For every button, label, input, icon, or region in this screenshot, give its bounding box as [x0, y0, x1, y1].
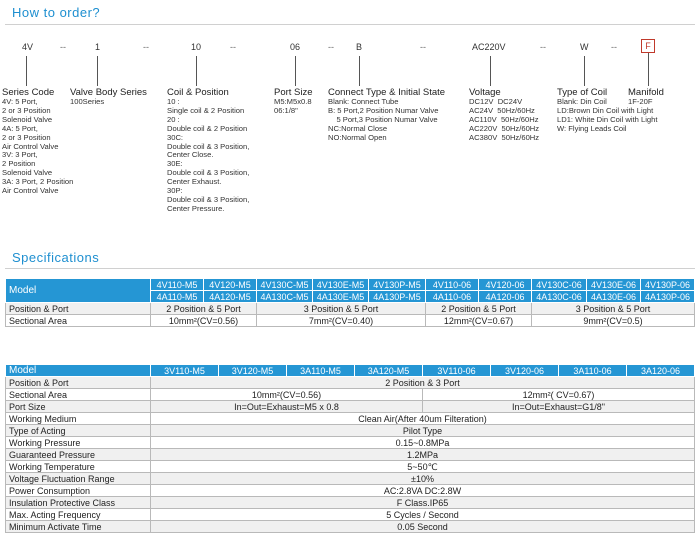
model-cell: 4V110-M5: [151, 279, 204, 291]
code-separator: --: [143, 42, 149, 52]
row-label: Position & Port: [6, 377, 151, 389]
code-body: 1: [95, 42, 101, 52]
model-cell: 4A110-06: [426, 291, 479, 303]
row-label: Port Size: [6, 401, 151, 413]
order-section-title: How to order?: [12, 5, 101, 20]
code-tick: [648, 53, 649, 86]
row-value: 10mm²(CV=0.56): [151, 315, 257, 327]
row-label: Voltage Fluctuation Range: [6, 473, 151, 485]
row-label: Working Temperature: [6, 461, 151, 473]
table-row: [6, 377, 695, 389]
body-series-options: 100Series: [70, 97, 105, 106]
table-row: [6, 389, 695, 401]
code-separator: --: [611, 42, 617, 52]
table-row: [6, 425, 695, 437]
table-row: [6, 449, 695, 461]
row-label: Power Consumption: [6, 485, 151, 497]
model-cell: 3A120-06: [627, 365, 695, 377]
model-cell: 4A130P-06: [641, 291, 695, 303]
table-row: [6, 485, 695, 497]
model-cell: 3V110-M5: [151, 365, 219, 377]
model-cell: 3V120-06: [491, 365, 559, 377]
table-row: [6, 509, 695, 521]
model-cell: 4V130C-06: [532, 279, 587, 291]
model-cell: 4V120-06: [479, 279, 532, 291]
coil-type-options: Blank: Din Coil LD:Brown Din Coil with Light LD1: White Din Coil with Light W: Flying Leads Coil: [557, 97, 658, 133]
row-value: Pilot Type: [151, 425, 695, 437]
code-coiltype: W: [580, 42, 589, 52]
code-separator: --: [60, 42, 66, 52]
row-value: 12mm²(CV=0.67): [426, 315, 532, 327]
code-separator: --: [420, 42, 426, 52]
row-value: 2 Position & 5 Port: [426, 303, 532, 315]
model-cell: 3V110-06: [423, 365, 491, 377]
body-series-title: Valve Body Series: [70, 87, 147, 98]
spec-table-4v4a: [5, 278, 695, 327]
coil-position-options: 10 : Single coil & 2 Position 20 : Double coil & 2 Position 30C: Double coil & 3 Position, Center Close. 30E: Double coil & 3 Position, Center Exhaust. 30P: Double coil & 3 Position, Center Pressure.: [167, 97, 250, 213]
code-manifold: F: [641, 39, 655, 53]
connect-type-title: Connect Type & Initial State: [328, 87, 446, 98]
row-value: 0.05 Second: [151, 521, 695, 533]
row-value: 5~50℃: [151, 461, 695, 473]
code-series: 4V: [22, 42, 34, 52]
model-cell: 4A130C-06: [532, 291, 587, 303]
table-row: [6, 413, 695, 425]
model-cell: 4A130E-06: [587, 291, 641, 303]
row-value: 12mm²( CV=0.67): [423, 389, 695, 401]
row-label: Type of Acting: [6, 425, 151, 437]
manifold-title: Manifold: [628, 87, 664, 98]
model-cell: 4V120-M5: [204, 279, 257, 291]
model-label: Model: [6, 365, 151, 377]
model-cell: 3A110-M5: [287, 365, 355, 377]
model-cell: 4V130P-M5: [369, 279, 426, 291]
row-value: 9mm²(CV=0.5): [532, 315, 695, 327]
row-value: 3 Position & 5 Port: [257, 303, 426, 315]
model-row: [6, 279, 695, 291]
common-spec-rows: [6, 413, 695, 533]
model-cell: 4A120-06: [479, 291, 532, 303]
table-row: [6, 303, 695, 315]
row-value: In=Out=Exhaust=M5 x 0.8: [151, 401, 423, 413]
code-port: 06: [290, 42, 301, 52]
row-value: AC:2.8VA DC:2.8W: [151, 485, 695, 497]
model-cell: 4A130C-M5: [257, 291, 313, 303]
port-size-title: Port Size: [274, 87, 313, 98]
row-label: Sectional Area: [6, 315, 151, 327]
model-cell: 3A110-06: [559, 365, 627, 377]
model-cell: 4V130C-M5: [257, 279, 313, 291]
order-title-divider: [5, 24, 695, 25]
manifold-options: 1F-20F: [628, 97, 653, 106]
table-row: [6, 437, 695, 449]
code-separator: --: [540, 42, 546, 52]
code-tick: [295, 56, 296, 86]
row-label: Sectional Area: [6, 389, 151, 401]
table-row: [6, 521, 695, 533]
row-value: 2 Position & 5 Port: [151, 303, 257, 315]
code-connect: B: [356, 42, 363, 52]
code-tick: [359, 56, 360, 86]
series-code-title: Series Code: [2, 87, 55, 98]
specs-title-divider: [5, 268, 695, 269]
row-value: 7mm²(CV=0.40): [257, 315, 426, 327]
code-separator: --: [328, 42, 334, 52]
row-value: Clean Air(After 40um Filteration): [151, 413, 695, 425]
model-cell: 4A130E-M5: [313, 291, 369, 303]
model-row: [6, 365, 695, 377]
row-value: 10mm²(CV=0.56): [151, 389, 423, 401]
coil-type-title: Type of Coil: [557, 87, 608, 98]
row-label: Position & Port: [6, 303, 151, 315]
code-tick: [584, 56, 585, 86]
coil-position-title: Coil & Position: [167, 87, 229, 98]
code-separator: --: [230, 42, 236, 52]
row-value: 1.2MPa: [151, 449, 695, 461]
model-cell: 4A120-M5: [204, 291, 257, 303]
model-cell: 4A130P-M5: [369, 291, 426, 303]
model-cell: 4V130E-06: [587, 279, 641, 291]
code-tick: [490, 56, 491, 86]
row-label: Guaranteed Pressure: [6, 449, 151, 461]
row-value: 2 Position & 3 Port: [151, 377, 695, 389]
row-label: Working Pressure: [6, 437, 151, 449]
table-row: [6, 461, 695, 473]
row-value: F Class.IP65: [151, 497, 695, 509]
code-tick: [97, 56, 98, 86]
code-voltage: AC220V: [472, 42, 506, 52]
voltage-title: Voltage: [469, 87, 501, 98]
table-row: [6, 315, 695, 327]
model-cell: 4A110-M5: [151, 291, 204, 303]
model-cell: 4V130E-M5: [313, 279, 369, 291]
voltage-options: DC12V DC24V AC24V 50Hz/60Hz AC110V 50Hz/60Hz AC220V 50Hz/60Hz AC380V 50Hz/60Hz: [469, 97, 540, 142]
port-size-options: M5:M5x0.8 06:1/8": [274, 97, 312, 115]
row-label: Minimum Activate Time: [6, 521, 151, 533]
row-value: 5 Cycles / Second: [151, 509, 695, 521]
model-cell: 4V130P-06: [641, 279, 695, 291]
row-value: In=Out=Exhaust=G1/8": [423, 401, 695, 413]
code-coil: 10: [191, 42, 202, 52]
series-code-options: 4V: 5 Port, 2 or 3 Position Solenoid Valve 4A: 5 Port, 2 or 3 Position Air Control Valve 3V: 3 Port, 2 Position Solenoid Valve 3A: 3 Port, 2 Position Air Control Valve: [2, 97, 74, 196]
code-tick: [196, 56, 197, 86]
row-value: ±10%: [151, 473, 695, 485]
table-row: [6, 401, 695, 413]
model-cell: 4V110-06: [426, 279, 479, 291]
table-row: [6, 497, 695, 509]
table-row: [6, 473, 695, 485]
connect-type-options: Blank: Connect Tube B: 5 Port,2 Position Numar Valve 5 Port,3 Position Numar Valve NC:Normal Close NO:Normal Open: [328, 97, 439, 142]
model-label: Model: [6, 279, 151, 303]
row-value: 0.15~0.8MPa: [151, 437, 695, 449]
row-value: 3 Position & 5 Port: [532, 303, 695, 315]
code-tick: [26, 56, 27, 86]
row-label: Max. Acting Frequency: [6, 509, 151, 521]
row-label: Insulation Protective Class: [6, 497, 151, 509]
model-cell: 3A120-M5: [355, 365, 423, 377]
specs-section-title: Specifications: [12, 250, 100, 265]
row-label: Working Medium: [6, 413, 151, 425]
spec-table-3v3a: [5, 364, 695, 533]
model-cell: 3V120-M5: [219, 365, 287, 377]
